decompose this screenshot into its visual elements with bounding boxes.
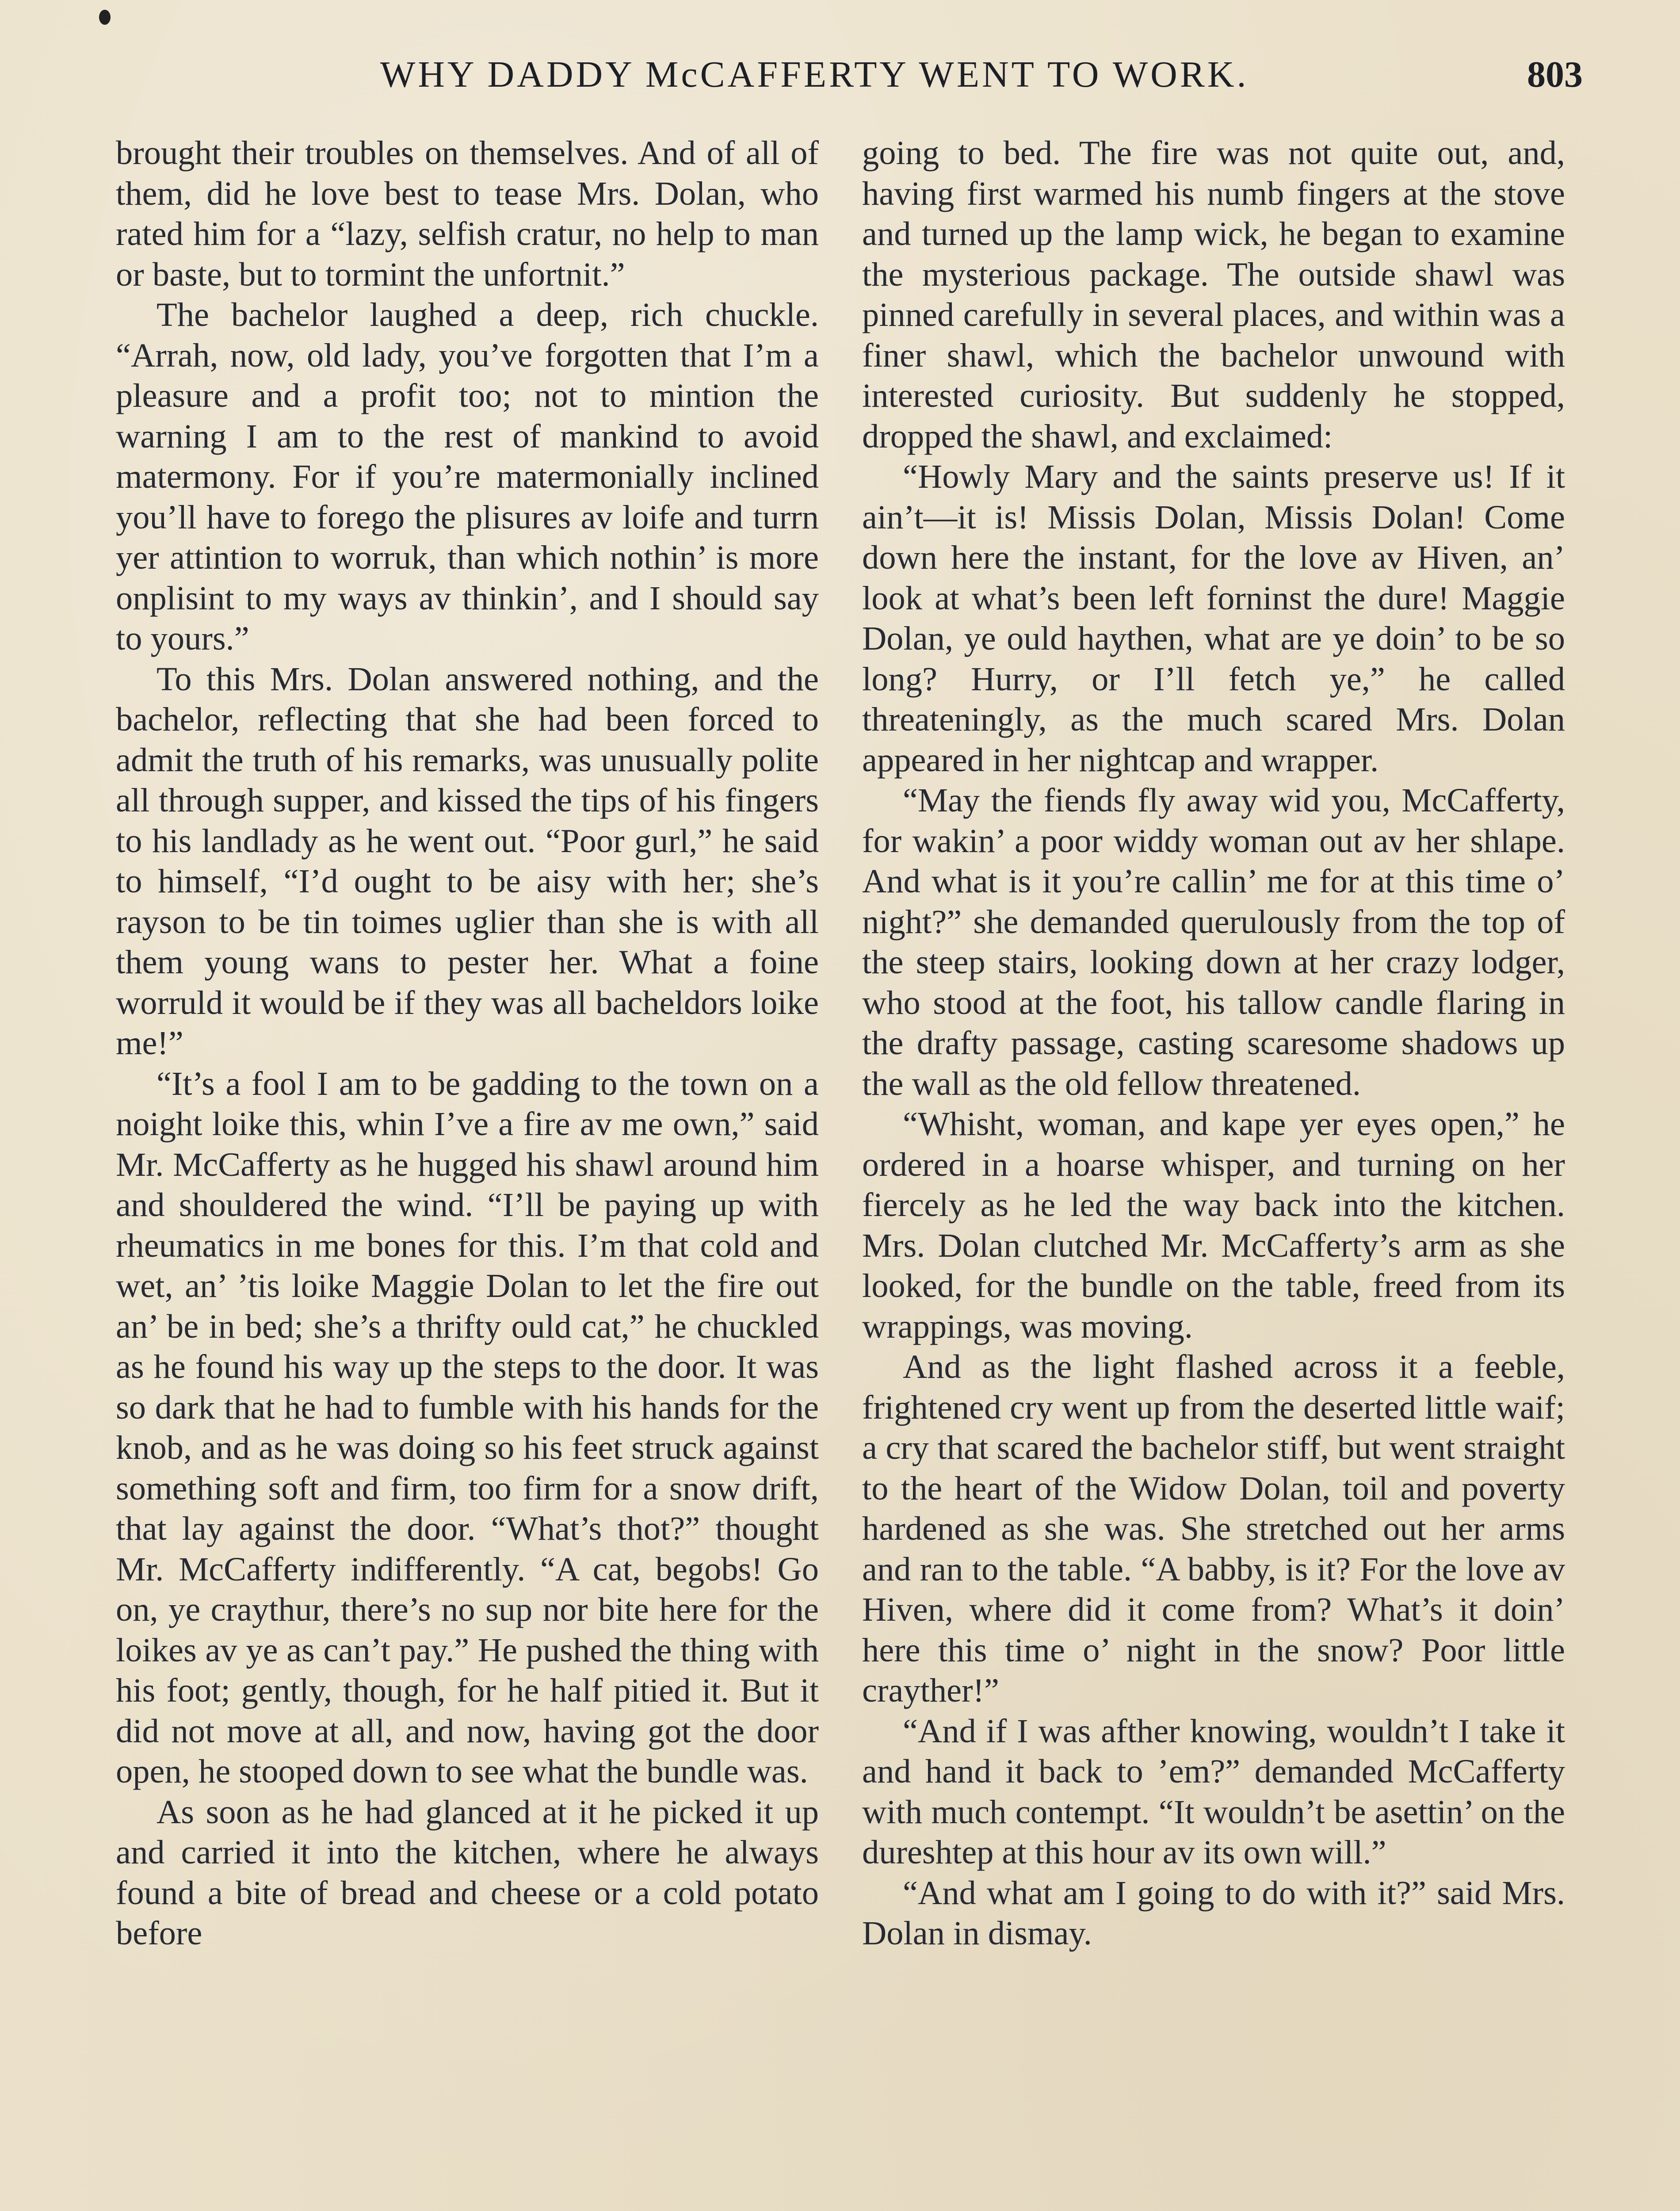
left-paragraph-2: The bachelor laughed a deep, rich chuckle. “Arrah, now, old lady, you’ve forgotten that I’m a pleasure and a profit too; not to mintion the warning I am to the rest of mankind to avoid matermony. For if you’re matermonially inclined you’ll have to forego the plisures av loife and turrn yer attintion to worruk, than which nothin’ is more onplisint to my ways av thinkin’, and I should say to yours.” xyxy=(116,296,819,657)
page-header xyxy=(115,49,1583,106)
right-paragraph-4: “Whisht, woman, and kape yer eyes open,” he ordered in a hoarse whisper, and turning on her fiercely as he led the way back into the kitchen. Mrs. Dolan clutched Mr. McCafferty’s arm as she looked, for the bundle on the table, freed from its wrappings, was moving. xyxy=(862,1105,1565,1345)
left-paragraph-5: As soon as he had glanced at it he picked it up and carried it into the kitchen, where he always found a bite of bread and cheese or a cold potato before xyxy=(116,1793,819,1952)
left-paragraph-4: “It’s a fool I am to be gadding to the town on a noight loike this, whin I’ve a fire av me own,” said Mr. McCafferty as he hugged his shawl around him and shouldered the wind. “I’ll be paying up with rheumatics in me bones for this. I’m that cold and wet, an’ ’tis loike Maggie Dolan to let the fire out an’ be in bed; she’s a thrifty ould cat,” he chuckled as he found his way up the steps to the door. It was so dark that he had to fumble with his hands for the knob, and as he was doing so his feet struck against something soft and firm, too firm for a snow drift, that lay against the door. “What’s thot?” thought Mr. McCafferty indifferently. “A cat, begobs! Go on, ye craythur, there’s no sup nor bite here for the loikes av ye as can’t pay.” He pushed the thing with his foot; gently, though, for he half pitied it. But it did not move at all, and now, having got the door open, he stooped down to see what the bundle was. xyxy=(116,1064,819,1790)
running-title: WHY DADDY McCAFFERTY WENT TO WORK. xyxy=(380,54,1249,95)
right-paragraph-3: “May the fiends fly away wid you, McCafferty, for wakin’ a poor widdy woman out av her shlape. And what is it you’re callin’ me for at this time o’ night?” she demanded querulously from the top of the steep stairs, looking down at her crazy lodger, who stood at the foot, his tallow candle flaring in the drafty passage, casting scaresome shadows up the wall as the old fellow threatened. xyxy=(862,781,1565,1102)
right-paragraph-2: “Howly Mary and the saints preserve us! If it ain’t—it is! Missis Dolan, Missis Dolan! Come down here the instant, for the love av Hiven, an’ look at what’s been left forninst the dure! Maggie Dolan, ye ould haythen, what are ye doin’ to be so long? Hurry, or I’ll fetch ye,” he called threateningly, as the much scared Mrs. Dolan appeared in her nightcap and wrapper. xyxy=(862,458,1565,779)
left-paragraph-3: To this Mrs. Dolan answered nothing, and the bachelor, reflecting that she had been forced to admit the truth of his remarks, was unusually polite all through supper, and kissed the tips of his fingers to his landlady as he went out. “Poor gurl,” he said to himself, “I’d ought to be aisy with her; she’s rayson to be tin toimes uglier than she is with all them young wans to pester her. What a foine worruld it would be if they was all bacheldors loike me!” xyxy=(116,660,819,1062)
right-paragraph-7: “And what am I going to do with it?” said Mrs. Dolan in dismay. xyxy=(862,1874,1565,1952)
page-number: 803 xyxy=(1527,54,1583,95)
right-paragraph-6: “And if I was afther knowing, wouldn’t I take it and hand it back to ’em?” demanded McCafferty with much contempt. “It wouldn’t be asettin’ on the dureshtep at this hour av its own will.” xyxy=(862,1712,1565,1871)
left-column xyxy=(116,133,819,2211)
left-paragraph-1: brought their troubles on themselves. And of all of them, did he love best to tease Mrs. Dolan, who rated him for a “lazy, selfish cratur, no help to man or baste, but to tormint the unfortnit.” xyxy=(116,134,819,293)
right-column xyxy=(862,133,1565,2211)
ink-spot xyxy=(99,10,111,25)
right-paragraph-5: And as the light flashed across it a feeble, frightened cry went up from the deserted little waif; a cry that scared the bachelor stiff, but went straight to the heart of the Widow Dolan, toil and poverty hardened as she was. She stretched out her arms and ran to the table. “A babby, is it? For the love av Hiven, where did it come from? What’s it doin’ here this time o’ night in the snow? Poor little crayther!” xyxy=(862,1348,1565,1709)
right-paragraph-1: going to bed. The fire was not quite out, and, having first warmed his numb fingers at the stove and turned up the lamp wick, he began to examine the mysterious package. The outside shawl was pinned carefully in several places, and within was a finer shawl, which the bachelor unwound with interested curiosity. But suddenly he stopped, dropped the shawl, and exclaimed: xyxy=(862,134,1565,455)
